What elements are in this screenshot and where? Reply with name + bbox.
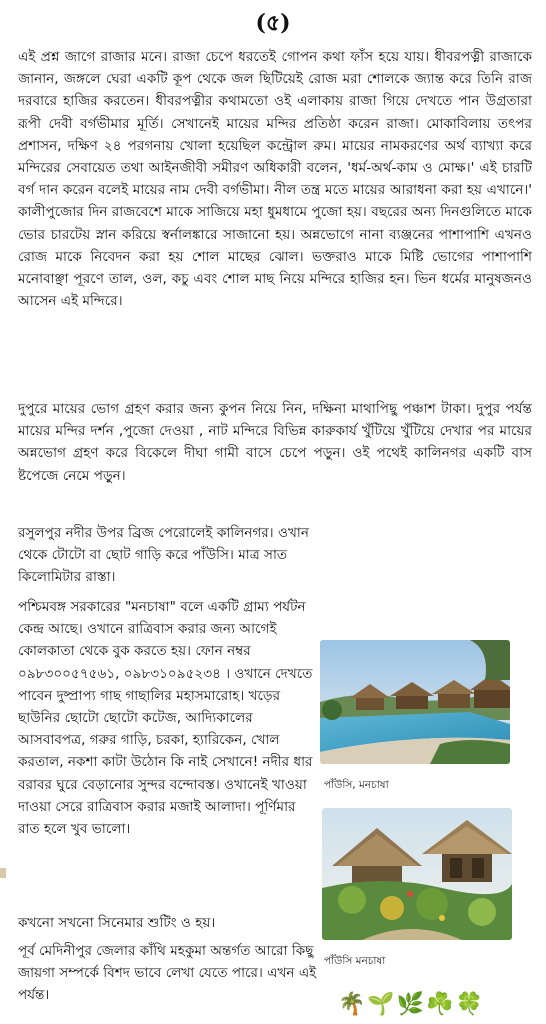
paragraph-closing: পূর্ব মেদিনীপুর জেলার কাঁথি মহকুমা অন্তর্গত আরো কিছু জায়গা সম্পর্কে বিশদ ভাবে লেখা যেতে পারে। এখন এই পর্যন্ত।: [18, 943, 317, 1004]
pool-resort-illustration: [320, 640, 510, 764]
photo-monchasha-pool: [320, 640, 510, 764]
photo-monchasha-cottages: [322, 808, 512, 940]
paragraph-kalinagar: রসুলপুর নদীর উপর ব্রিজ পেরোলেই কালিনগর। ওখান থেকে টোটো বা ছোট গাড়ি করে পাঁউসি। মাত্র সাত কিলোমিটার রাস্তা।: [18, 525, 309, 586]
paragraph-monchasha: পশ্চিমবঙ্গ সরকারের "মনচাষা" বলে একটি গ্রাম্য পর্যটন কেন্দ্র আছে। ওখানে রাত্রিবাস করার জন্য আগেই কোলকাতা থেকে বুক করতে হয়। ফোন নম্বর ০৯৮৩০০৫৭৫৬১, ০৯৮৩১০৯৫২৩৪ । ওখানে দেখতে পাবেন দুষ্প্রাপ্য গাছ গাছালির মহাসমারোহ। খড়ের ছাউনির ছোটো ছোটো কটেজ, আদ্যিকালের আসবাবপত্র, গরুর গাড়ি, চরকা, হ্যারিকেন, খোল করতাল, নকশা কাটা উঠোন কি নাই সেখানে! নদীর ধার বরাবর ঘুরে বেড়ানোর সুন্দর বন্দোবস্ত। ওখানেই খাওয়া দাওয়া সেরে রাত্রিবাস করার মজাই আলাদা। পূর্ণিমার রাত হলে খুব ভালো।: [18, 599, 313, 838]
paragraph-bhog-coupon: দুপুরে মায়ের ভোগ গ্রহণ করার জন্য কুপন নিয়ে নিন, দক্ষিনা মাথাপিছু পঞ্চাশ টাকা। দুপুর পর্যন্ত মায়ের মন্দির দর্শন ,পুজো দেওয়া , নাট মন্দিরে বিভিন্ন কারুকার্য খুঁটিয়ে খুঁটিয়ে দেখার পর মায়ের অন্নভোগ গ্রহণ করে বিকেলে দীঘা গামী বাসে চেপে পড়ুন। ওই পথেই কালিনগর একটি বাস ষ্টপেজে নেমে পড়ুন।: [18, 401, 532, 484]
margin-mark: [0, 868, 6, 878]
paragraph-shooting: কখনো সখনো সিনেমার শুটিং ও হয়।: [18, 915, 216, 931]
paragraph-temple-legend: এই প্রশ্ন জাগে রাজার মনে। রাজা চেপে ধরতেই গোপন কথা ফাঁস হয়ে যায়। ধীবরপত্নী রাজাকে জানান, জঙ্গলে ঘেরা একটি কূপ থেকে জল ছিটিয়েই রোজ মরা শোলকে জ্যান্ত করে তিনি রাজ দরবারে হাজির করতেন। ধীবরপত্নীর কথামতো ওই এলাকায় রাজা গিয়ে দেখতে পান উগ্রতারা রূপী দেবী বর্গভীমার মূর্তি। সেখানেই মায়ের মন্দির প্রতিষ্ঠা করেন রাজা। মোকাবিলায় তৎপর প্রশাসন, দক্ষিণ ২৪ পরগনায় খোলা হয়েছিল কন্ট্রোল রুম। মায়ের নামকরণের অর্থ ব্যাখ্যা করে মন্দিরের সেবায়েত তথা আইনজীবী সমীরণ অধিকারী বলেন, 'ধর্ম-অর্থ-কাম ও মোক্ষ।' এই চারটি বর্গ দান করেন বলেই মায়ের নাম দেবী বর্গভীমা। নীল তন্ত্র মতে মায়ের আরাধনা করা হয় এখানে।' কালীপুজোর দিন রাজবেশে মাকে সাজিয়ে মহা ধুমধামে পুজো হয়। বছরের অন্য দিনগুলিতে মাকে ভোর চারটেয় স্নান করিয়ে স্বর্নালঙ্কারে সাজানো হয়। অন্নভোগে নানা ব্যঞ্জনের পাশাপাশি এখনও রোজ মাকে নিবেদন করা হয় শোল মাছের ঝোল। ভক্তরাও মাকে মিষ্টি ভোগের পাশাপাশি মনোবাঞ্ছা পূরণে তাল, ওল, কচু এবং শোল মাছ নিয়ে মন্দিরে হাজির হন। ভিন ধর্মের মানুষজনও আসেন এই মন্দিরে।: [18, 49, 532, 310]
page-number: (৫): [255, 10, 291, 36]
photo2-caption: পাঁউসি মনচাষা: [324, 955, 386, 967]
cottage-illustration: [322, 808, 512, 940]
photo1-caption: পাঁউসি, মনচাষা: [324, 779, 389, 791]
plant-decoration-icons: 🌴🌱🌿☘️🍀: [338, 992, 485, 1017]
